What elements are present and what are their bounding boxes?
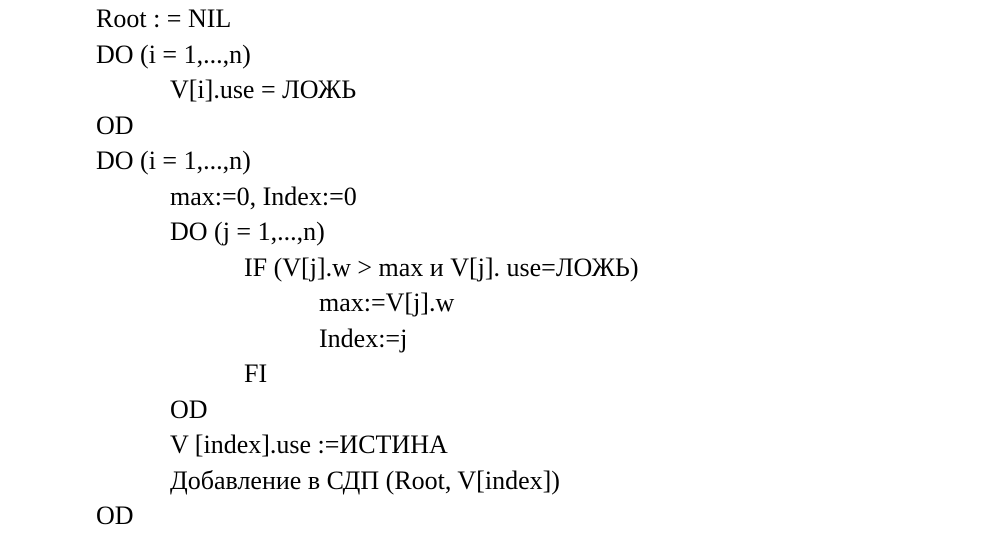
code-line: FI bbox=[244, 359, 268, 388]
code-line: DO (j = 1,...,n) bbox=[170, 217, 325, 246]
code-line: OD bbox=[96, 501, 134, 530]
code-line: V [index].use :=ИСТИНА bbox=[170, 430, 448, 459]
code-line: V[i].use = ЛОЖЬ bbox=[170, 75, 357, 104]
code-line: Root : = NIL bbox=[96, 4, 232, 33]
code-line: IF (V[j].w > max и V[j]. use=ЛОЖЬ) bbox=[244, 252, 639, 282]
code-line: DO (i = 1,...,n) bbox=[96, 146, 251, 175]
code-line: OD bbox=[170, 394, 208, 424]
code-line: max:=0, Index:=0 bbox=[170, 181, 357, 211]
pseudocode-block bbox=[0, 1, 997, 534]
code-line: Добавление в СДП (Root, V[index]) bbox=[170, 465, 560, 495]
code-line: OD bbox=[96, 110, 134, 140]
code-line: DO (i = 1,...,n) bbox=[96, 39, 251, 69]
code-line: Index:=j bbox=[319, 323, 408, 353]
code-line: max:=V[j].w bbox=[319, 288, 455, 317]
